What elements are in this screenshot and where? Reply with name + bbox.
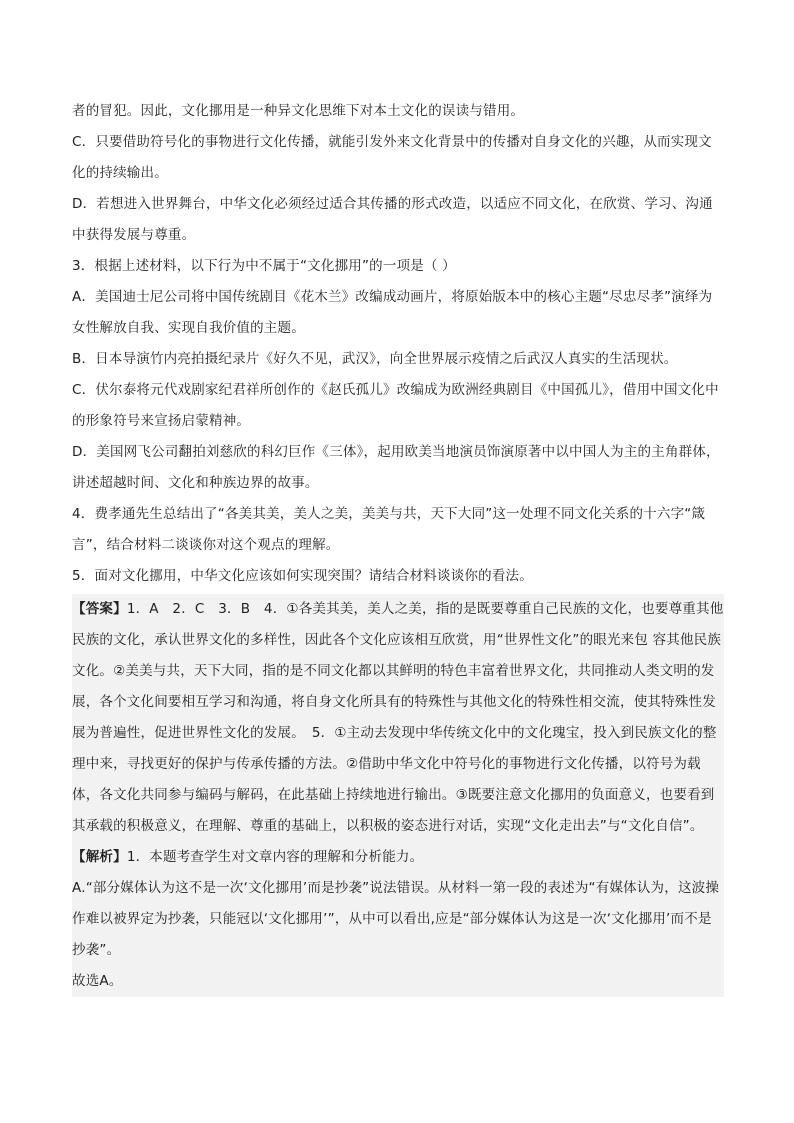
- question-text-line: 者的冒犯。因此，文化挪用是一种异文化思维下对本土文化的误读与错用。: [72, 103, 525, 119]
- option-c: C．只要借助符号化的事物进行文化传播，就能引发外来文化背景中的传播对自身文化的兴趣，从而实现文化的持续输出。: [72, 134, 712, 181]
- question-3-option-c: C．伏尔泰将元代戏剧家纪君祥所创作的《赵氏孤儿》改编成为欧洲经典剧目《中国孤儿》，借用中国文化中的形象符号来宣扬启蒙精神。: [72, 382, 719, 429]
- answer-label: 【答案】: [72, 601, 127, 617]
- analysis-label: 【解析】: [72, 849, 127, 865]
- question-3: 3．根据上述材料，以下行为中不属于“文化挪用”的一项是（ ）: [72, 258, 456, 274]
- answer-analysis-block: [72, 594, 724, 997]
- question-5: 5．面对文化挪用，中华文化应该如何实现突围？请结合材料谈谈你的看法。: [72, 568, 533, 584]
- option-d: D．若想进入世界舞台，中华文化必须经过适合其传播的形式改造，以适应不同文化，在欣赏、学习、沟通中获得发展与尊重。: [72, 196, 713, 243]
- document-body: [72, 96, 724, 997]
- analysis-line-3: 故选A。: [72, 973, 123, 989]
- answer-paragraph: [72, 594, 724, 842]
- question-4: 4．费孝通先生总结出了“各美其美，美人之美，美美与共，天下大同”这一处理不同文化关系的十六字“箴言”，结合材料二谈谈你对这个观点的理解。: [72, 506, 706, 553]
- question-3-option-d: D．美国网飞公司翻拍刘慈欣的科幻巨作《三体》，起用欧美当地演员饰演原著中以中国人为主的主角群体，讲述超越时间、文化和种族边界的故事。: [72, 444, 720, 491]
- answer-text: 1．A 2．C 3．B 4．①各美其美，美人之美，指的是既要尊重自己民族的文化，也要尊重其他民族的文化，承认世界文化的多样性，因此各个文化应该相互欣赏，用“世界性文化”的眼光来包 容其他民族文化。②美美与共，天下大同，指的是不同文化都以其鲜明的特色丰富着世界文化，共同推动人类文明的发展，各个文化间要相互学习和沟通，将自身文化所具有的特殊性与其他文化的特殊性相交流，使其特殊性发展为普遍性，促进世界性文化的发展。 5．①主动去发现中华传统文化中的文化瑰宝，投入到民族文化的整理中来，寻找更好的保护与传承传播的方法。②借助中华文化中符号化的事物进行文化传播，以符号为载体，各文化共同参与编码与解码，在此基础上持续地进行输出。③既要注意文化挪用的负面意义，也要看到其承载的积极意义，在理解、尊重的基础上，以积极的姿态进行对话，实现“文化走出去”与“文化自信”。: [72, 601, 724, 834]
- analysis-line-2: A.“部分媒体认为这不是一次‘文化挪用’而是抄袭”说法错误。从材料一第一段的表述为“有媒体认为，这波操作难以被界定为抄袭，只能冠以‘文化挪用’”，从中可以看出,应是“部分媒体认为这是一次‘文化挪用’而不是抄袭”。: [72, 880, 720, 958]
- question-3-option-a: A．美国迪士尼公司将中国传统剧目《花木兰》改编成动画片，将原始版本中的核心主题“尽忠尽孝”演绎为女性解放自我、实现自我价值的主题。: [72, 289, 713, 336]
- analysis-paragraph: [72, 842, 724, 873]
- question-3-option-b: B．日本导演竹内亮拍摄纪录片《好久不见，武汉》，向全世界展示疫情之后武汉人真实的生活现状。: [72, 351, 678, 367]
- analysis-line-1: 1．本题考查学生对文章内容的理解和分析能力。: [126, 849, 424, 865]
